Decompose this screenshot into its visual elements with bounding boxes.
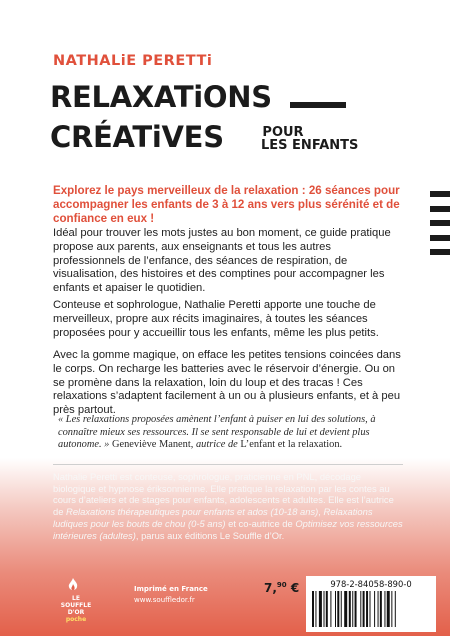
title-dash <box>290 102 346 108</box>
author-name: NATHALiE PERETTi <box>53 53 213 69</box>
divider <box>53 464 403 465</box>
intro-tagline: Explorez le pays merveilleux de la relaxation : 26 séances pour accompagner les enfants de 3 à 12 ans vers plus sérénité et de confiance en eux ! <box>53 184 400 225</box>
author-bio: Nathalie Peretti est conteuse, sophrologue, praticienne en PNL, décodage biologique et hypnose ériksonnienne. Elle pratique la relaxation par les contes au cours d’ateliers et de stages pour enfants, adolescents et adultes. Elle est l’autrice de Relaxations thérapeutiques pour enfants et ados (10-18 ans), Relaxations ludiques pour les bouts de chou (0-5 ans) et co-autrice de Optimisez vos ressources intérieures (adultes), parus aux éditions Le Souffle d’Or. <box>53 471 403 541</box>
publisher-website: www.souffledor.fr <box>134 596 195 604</box>
flame-icon <box>64 577 82 595</box>
body-paragraph-3: Avec la gomme magique, on efface les petites tensions coincées dans le corps. On recharge les batteries avec le réservoir d’énergie. Ou on se promène dans la relaxation, loin du loup et des tracas ! Ces relaxations s’adaptent facilement à un ou à plusieurs enfants, et à peu près partout. <box>53 349 401 417</box>
barcode-bars <box>310 591 432 627</box>
bio-book-3: Optimisez vos ressources intérieures (adultes) <box>53 517 403 541</box>
testimonial-quote <box>58 414 403 452</box>
title-line-2: CRÉATiVES <box>50 120 224 154</box>
isbn-number: 978-2-84058-890-0 <box>330 579 412 589</box>
logo-poche-label: poche <box>65 616 87 623</box>
quote-text: « Les relaxations proposées amènent l’enfant à puiser en lui des solutions, à connaître mieux ses ressources. Il se sent responsable de lui et devient plus autonome. » <box>58 414 376 451</box>
quote-role: autrice de <box>195 439 241 451</box>
title-line-1: RELAXATiONS <box>50 80 272 114</box>
body-paragraph-2: Conteuse et sophrologue, Nathalie Peretti apporte une touche de merveilleux, propre aux récits imaginaires, à toutes les séances proposées pour y accueillir tous les enfants, même les plus petits. <box>53 299 379 339</box>
quote-author: Geneviève Manent, <box>109 439 196 451</box>
printed-in-label: Imprimé en France <box>134 585 208 593</box>
title-pour: POUR <box>262 125 304 140</box>
isbn-barcode <box>306 576 436 632</box>
bio-book-2: Relaxations ludiques pour les bouts de chou (0-5 ans) <box>53 506 373 529</box>
quote-book: L’enfant et la relaxation. <box>240 439 343 451</box>
price: 7,90 € <box>264 581 300 595</box>
body-paragraph-1: Idéal pour trouver les mots justes au bon moment, ce guide pratique propose aux parents, aux enseignants et tous les autres professionnels de l’enfance, des séances de respiration, de visualisation, des histoires et des comptines pour accompagner les enfants et apaiser le quotidien. <box>53 227 391 295</box>
publisher-logo: LE SOUFFLE D'OR poche <box>53 577 99 627</box>
bio-book-1: Relaxations thérapeutiques pour enfants et ados (10-18 ans) <box>66 506 319 518</box>
title-les-enfants: LES ENFANTS <box>261 138 359 153</box>
